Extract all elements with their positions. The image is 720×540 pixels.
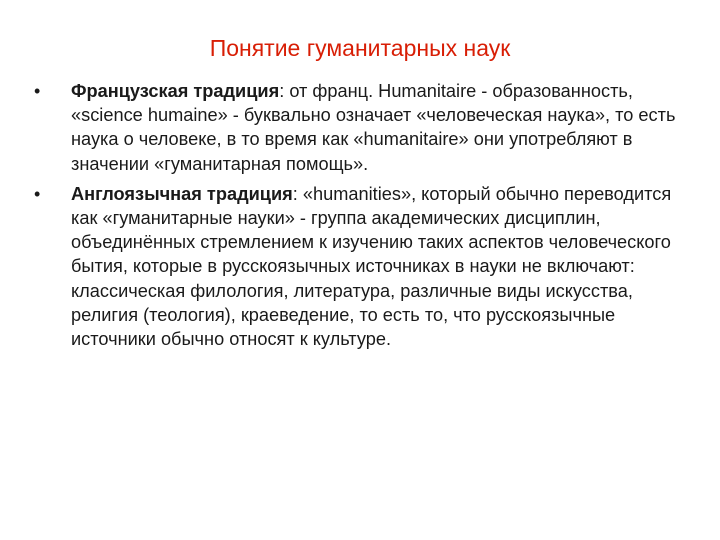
bullet-list	[34, 79, 684, 357]
bullet-text: : от франц. Humanitaire - образованность, «science humaine» - буквально означает «человеческая наука», то есть наука о человеке, в то время как «humanitaire» они употребляют в значении «гуманитарная помощь».	[71, 81, 676, 174]
bullet-text: : «humanities», который обычно переводится как «гуманитарные науки» - группа академических дисциплин, объединённых стремлением к изучению таких аспектов человеческого бытия, которые в русскоязычных источниках в науки не включают: классическая филология, литература, различные виды искусства, религия (теология), краеведение, то есть то, что русскоязычные источники обычно относят к культуре.	[71, 183, 672, 350]
bullet-term: Французская традиция	[71, 81, 280, 101]
bullet-icon: •	[34, 81, 41, 101]
bullet-item-english-tradition	[34, 182, 684, 351]
bullet-icon: •	[34, 183, 41, 204]
slide-title: Понятие гуманитарных наук	[209, 35, 511, 61]
bullet-term: Англоязычная традиция	[71, 183, 293, 204]
bullet-item-french-tradition	[34, 79, 684, 176]
